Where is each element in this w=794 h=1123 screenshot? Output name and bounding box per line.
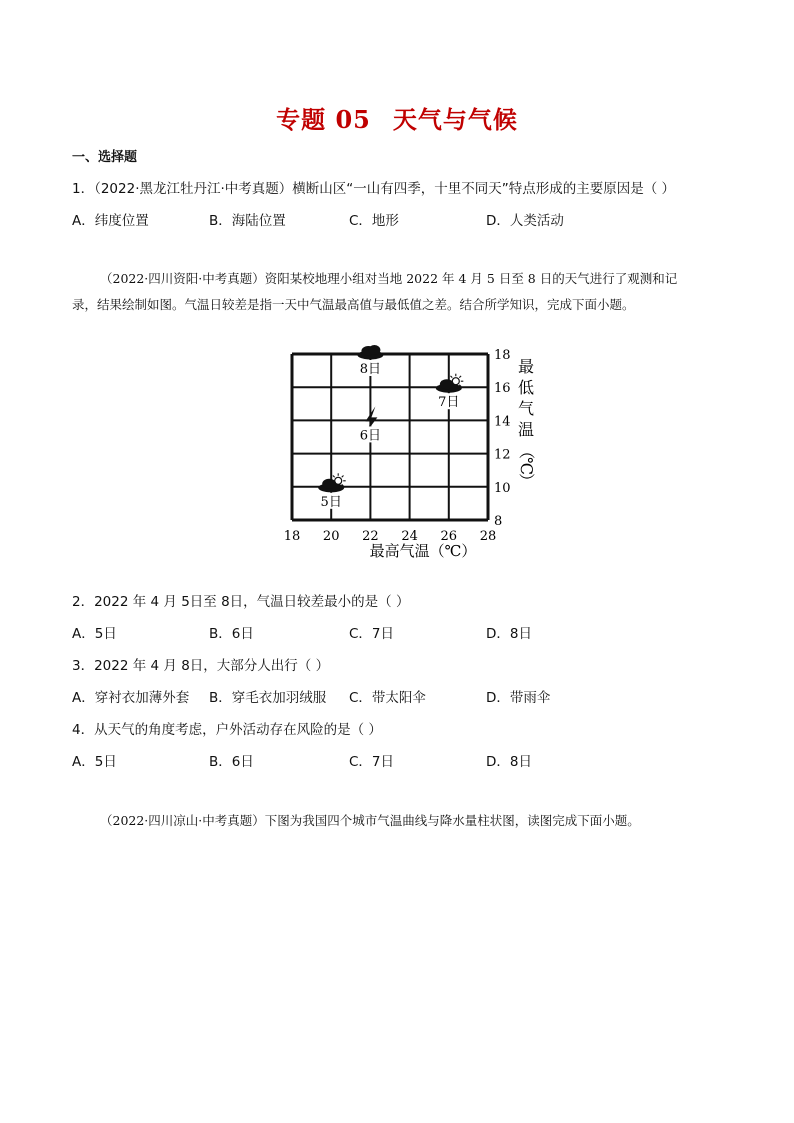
q3-option-d: D．带雨伞 <box>486 690 551 706</box>
q3-option-b: B．穿毛衣加羽绒服 <box>209 690 327 706</box>
q2-option-d: D．8日 <box>486 626 532 642</box>
q4-option-c: C．7日 <box>349 754 395 770</box>
q3-option-a: A．穿衬衣加薄外套 <box>72 690 190 706</box>
y-axis-label-char: 气 <box>517 399 535 418</box>
section-heading: 一、选择题 <box>72 150 138 165</box>
point-label: 6日 <box>359 428 382 444</box>
passage-2 <box>72 808 724 834</box>
point-label: 8日 <box>359 362 382 377</box>
title-number: 专题 05 <box>276 105 371 134</box>
point-label: 5日 <box>320 494 342 510</box>
y-axis-label-char: （ <box>517 442 536 460</box>
q2-option-a: A．5日 <box>72 626 117 642</box>
q4-option-b: B．6日 <box>209 754 254 770</box>
chart-ticks <box>284 348 511 544</box>
y-axis-label-char: ℃ <box>517 457 536 475</box>
y-tick-label: 18 <box>494 348 511 363</box>
question-2-text: 2．2022 年 4 月 5日至 8日，气温日较差最小的是（ ） <box>72 594 410 610</box>
question-4-text: 4．从天气的角度考虑，户外活动存在风险的是（ ） <box>72 722 382 738</box>
question-3-text: 3．2022 年 4 月 8日，大部分人出行（ ） <box>72 658 330 674</box>
q1-option-b: B．海陆位置 <box>209 213 286 229</box>
x-tick-label: 22 <box>362 529 379 544</box>
q3-option-c: C．带太阳伞 <box>349 690 426 706</box>
point-label: 7日 <box>438 395 460 411</box>
passage-1 <box>72 266 724 318</box>
q2-option-c: C．7日 <box>349 626 395 642</box>
x-tick-label: 28 <box>479 529 497 544</box>
q4-option-a: A．5日 <box>72 754 117 770</box>
y-axis-label-char: 低 <box>517 378 535 397</box>
y-axis-label-char: 温 <box>517 420 535 439</box>
q4-option-d: D．8日 <box>486 754 532 770</box>
rain-cloud-icon <box>357 345 383 377</box>
x-tick-label: 24 <box>401 529 418 544</box>
question-1-text: 1．（2022·黑龙江牡丹江·中考真题）横断山区“一山有四季，十里不同天”特点形成的主要原因是（ ） <box>72 181 676 197</box>
q1-option-d: D．人类活动 <box>486 213 564 229</box>
passage-2-line-1: （2022·四川凉山·中考真题）下图为我国四个城市气温曲线与降水量柱状图，读图完成下面小题。 <box>100 813 640 828</box>
title-topic: 天气与气候 <box>392 105 518 134</box>
temperature-scatter-chart <box>270 338 540 568</box>
q2-option-b: B．6日 <box>209 626 254 642</box>
y-axis-label-char: ） <box>517 472 536 490</box>
x-tick-label: 18 <box>283 529 301 544</box>
q1-option-c: C．地形 <box>349 213 399 229</box>
y-tick-label: 14 <box>494 414 511 430</box>
y-tick-label: 8 <box>494 514 503 529</box>
x-axis-label: 最高气温（℃） <box>369 542 477 560</box>
y-axis-label-char: 最 <box>517 357 535 376</box>
page-title <box>0 100 794 135</box>
y-axis-label <box>517 357 536 489</box>
y-tick-label: 10 <box>494 480 511 496</box>
y-tick-label: 12 <box>494 447 511 463</box>
x-tick-label: 26 <box>440 529 458 544</box>
q1-option-a: A．纬度位置 <box>72 213 149 229</box>
passage-1-line-2: 录，结果绘制如图。气温日较差是指一天中气温最高值与最低值之差。结合所学知识，完成下面小题。 <box>72 297 635 312</box>
x-tick-label: 20 <box>322 529 340 544</box>
chart-points <box>318 345 463 510</box>
y-tick-label: 16 <box>494 381 511 397</box>
passage-1-line-1: （2022·四川资阳·中考真题）资阳某校地理小组对当地 2022 年 4 月 5 日至 8 日的天气进行了观测和记 <box>100 271 678 286</box>
